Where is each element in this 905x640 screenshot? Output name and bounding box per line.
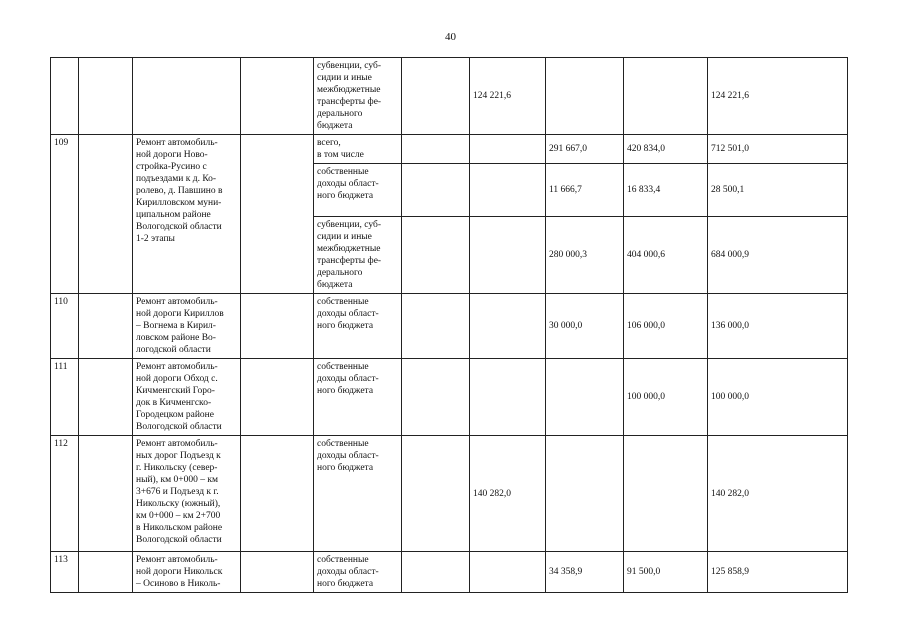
cell-value-1: [470, 552, 546, 593]
cell-object-name: Ремонт автомобиль- ной дороги Кириллов – Вогнема в Кирил- ловском районе Во- логодской области: [133, 294, 241, 359]
cell-empty: [402, 359, 470, 436]
cell-empty: [402, 436, 470, 552]
cell-value-2: [546, 436, 624, 552]
cell-object-name: Ремонт автомобиль- ных дорог Подъезд к г. Никольску (север- ный), км 0+000 – км 3+676 и Подъезд к г. Никольску (южный), км 0+000 – км 2+700 в Никольском районе Вологодской области: [133, 436, 241, 552]
table-row: [51, 135, 848, 164]
cell-empty: [241, 135, 314, 294]
cell-funding-source: субвенции, суб- сидии и иные межбюджетные трансферты фе- дерального бюджета: [314, 58, 402, 135]
cell-total: 100 000,0: [708, 359, 848, 436]
table-row: [51, 552, 848, 593]
cell-value-3: 420 834,0: [624, 135, 708, 164]
table-row: [51, 359, 848, 436]
cell-number: 109: [51, 135, 79, 294]
cell-value-3: [624, 436, 708, 552]
cell-empty: [79, 552, 133, 593]
cell-value-2: 30 000,0: [546, 294, 624, 359]
cell-empty: [241, 552, 314, 593]
cell-funding-source: всего, в том числе: [314, 135, 402, 164]
budget-table: [50, 57, 848, 593]
cell-value-3: 16 833,4: [624, 164, 708, 217]
table-row: [51, 294, 848, 359]
cell-number: [51, 58, 79, 135]
cell-empty: [402, 164, 470, 217]
cell-value-3: 106 000,0: [624, 294, 708, 359]
cell-value-2: 291 667,0: [546, 135, 624, 164]
cell-funding-source: собственные доходы област- ного бюджета: [314, 436, 402, 552]
cell-empty: [402, 552, 470, 593]
cell-empty: [402, 294, 470, 359]
cell-value-1: [470, 135, 546, 164]
cell-empty: [79, 58, 133, 135]
cell-funding-source: собственные доходы област- ного бюджета: [314, 164, 402, 217]
cell-empty: [241, 58, 314, 135]
cell-total: 124 221,6: [708, 58, 848, 135]
cell-value-2: 34 358,9: [546, 552, 624, 593]
cell-empty: [79, 294, 133, 359]
cell-value-3: [624, 58, 708, 135]
page-number: 40: [445, 31, 456, 43]
cell-value-1: 124 221,6: [470, 58, 546, 135]
cell-total: 140 282,0: [708, 436, 848, 552]
cell-total: 136 000,0: [708, 294, 848, 359]
cell-empty: [241, 294, 314, 359]
cell-object-name: Ремонт автомобиль- ной дороги Обход с. Кичменгский Горо- док в Кичменгско- Городецком районе Вологодской области: [133, 359, 241, 436]
cell-empty: [402, 217, 470, 294]
cell-empty: [402, 58, 470, 135]
cell-object-name: Ремонт автомобиль- ной дороги Ново- стройка-Русино с подъездами к д. Ко- ролево, д. Павшино в Кирилловском муни- ципальном районе Вологодской области 1-2 этапы: [133, 135, 241, 294]
cell-number: 111: [51, 359, 79, 436]
cell-funding-source: собственные доходы област- ного бюджета: [314, 294, 402, 359]
cell-empty: [241, 436, 314, 552]
cell-value-2: [546, 58, 624, 135]
cell-funding-source: собственные доходы област- ного бюджета: [314, 552, 402, 593]
cell-value-1: [470, 217, 546, 294]
cell-value-3: 404 000,6: [624, 217, 708, 294]
cell-funding-source: субвенции, суб- сидии и иные межбюджетные трансферты фе- дерального бюджета: [314, 217, 402, 294]
cell-total: 125 858,9: [708, 552, 848, 593]
cell-empty: [79, 135, 133, 294]
cell-value-3: 91 500,0: [624, 552, 708, 593]
cell-value-2: [546, 359, 624, 436]
table-row: [51, 436, 848, 552]
cell-value-1: [470, 359, 546, 436]
cell-empty: [79, 359, 133, 436]
cell-value-1: [470, 294, 546, 359]
cell-value-2: 280 000,3: [546, 217, 624, 294]
cell-empty: [402, 135, 470, 164]
cell-object-name: Ремонт автомобиль- ной дороги Никольск – Осиново в Николь-: [133, 552, 241, 593]
cell-number: 112: [51, 436, 79, 552]
cell-total: 28 500,1: [708, 164, 848, 217]
cell-number: 113: [51, 552, 79, 593]
cell-funding-source: собственные доходы област- ного бюджета: [314, 359, 402, 436]
cell-object-name: [133, 58, 241, 135]
cell-number: 110: [51, 294, 79, 359]
cell-value-1: [470, 164, 546, 217]
cell-value-1: 140 282,0: [470, 436, 546, 552]
cell-total: 684 000,9: [708, 217, 848, 294]
cell-empty: [79, 436, 133, 552]
cell-value-3: 100 000,0: [624, 359, 708, 436]
cell-value-2: 11 666,7: [546, 164, 624, 217]
cell-total: 712 501,0: [708, 135, 848, 164]
table-row: [51, 58, 848, 135]
cell-empty: [241, 359, 314, 436]
